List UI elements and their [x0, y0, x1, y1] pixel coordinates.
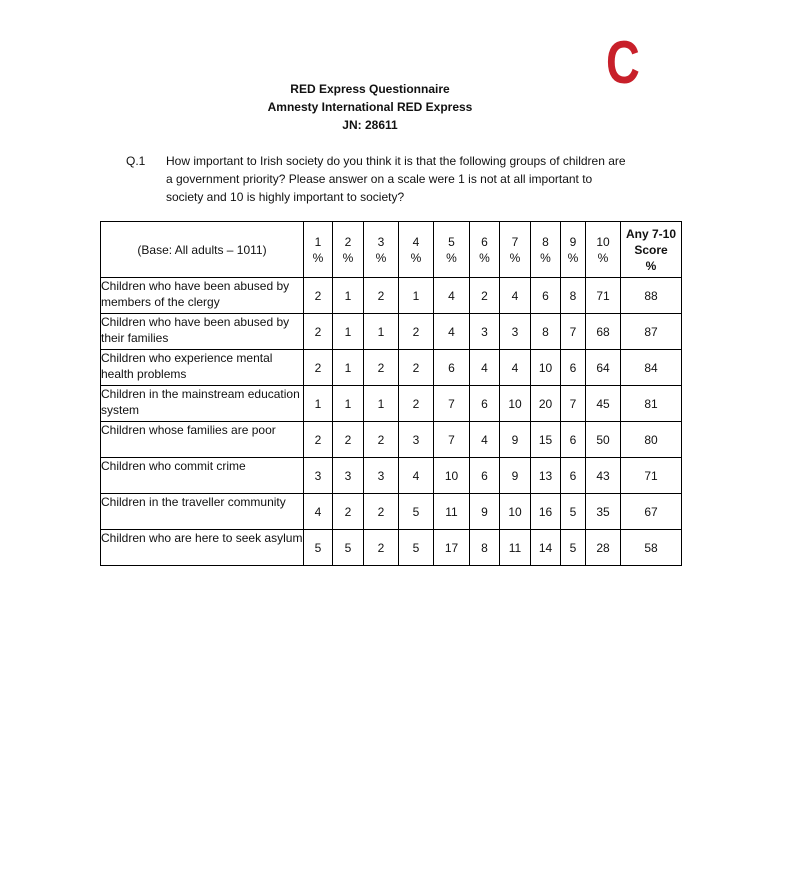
question-number: Q.1 — [126, 154, 146, 168]
scale-header-number: 10 — [596, 234, 610, 249]
cell-value: 2 — [364, 530, 399, 566]
cell-value: 35 — [586, 494, 621, 530]
cell-value: 4 — [500, 350, 531, 386]
table-row — [101, 278, 682, 314]
cell-score: 58 — [621, 530, 682, 566]
question-text: How important to Irish society do you think it is that the following groups of children are a government priority? Please answer on a scale were 1 is not at all important to society and 10 is highly important to society? — [166, 154, 626, 204]
scale-header-number: 2 — [344, 234, 352, 249]
scale-header-number: 3 — [377, 234, 385, 249]
cell-value: 64 — [586, 350, 621, 386]
cell-value: 14 — [531, 530, 561, 566]
cell-value: 10 — [434, 458, 470, 494]
cell-value: 1 — [333, 350, 364, 386]
cell-value: 2 — [304, 314, 333, 350]
cell-value: 11 — [434, 494, 470, 530]
cell-score: 67 — [621, 494, 682, 530]
company-logo: C — [606, 29, 640, 96]
cell-value: 10 — [500, 386, 531, 422]
scale-header-percent: % — [540, 250, 551, 265]
cell-value: 6 — [561, 350, 586, 386]
cell-value: 5 — [399, 494, 434, 530]
cell-value: 7 — [434, 386, 470, 422]
cell-value: 2 — [304, 350, 333, 386]
table-row — [101, 422, 682, 458]
any-header-line1: Any 7-10 — [625, 226, 677, 241]
cell-value: 6 — [434, 350, 470, 386]
cell-value: 2 — [399, 386, 434, 422]
scale-header-number: 4 — [412, 234, 420, 249]
cell-value: 2 — [333, 494, 364, 530]
scale-header-7 — [500, 222, 531, 278]
cell-score: 71 — [621, 458, 682, 494]
scale-header-percent: % — [479, 250, 490, 265]
scale-header-percent: % — [312, 250, 324, 265]
cell-value: 4 — [434, 314, 470, 350]
cell-value: 3 — [399, 422, 434, 458]
scale-header-10 — [586, 222, 621, 278]
cell-value: 2 — [364, 494, 399, 530]
row-label: Children in the traveller community — [101, 494, 304, 530]
cell-value: 1 — [399, 278, 434, 314]
cell-value: 1 — [333, 386, 364, 422]
table-body — [101, 278, 682, 566]
cell-value: 5 — [561, 494, 586, 530]
cell-value: 4 — [399, 458, 434, 494]
cell-score: 80 — [621, 422, 682, 458]
cell-value: 7 — [561, 314, 586, 350]
cell-value: 4 — [434, 278, 470, 314]
cell-value: 2 — [470, 278, 500, 314]
row-label: Children who commit crime — [101, 458, 304, 494]
cell-value: 2 — [364, 422, 399, 458]
scale-header-number: 8 — [542, 234, 549, 249]
cell-value: 10 — [531, 350, 561, 386]
cell-value: 1 — [304, 386, 333, 422]
any-header-line2: Score — [634, 242, 668, 257]
results-table — [100, 221, 682, 566]
cell-value: 2 — [333, 422, 364, 458]
cell-value: 28 — [586, 530, 621, 566]
scale-header-percent: % — [509, 250, 521, 265]
cell-value: 8 — [561, 278, 586, 314]
cell-value: 3 — [470, 314, 500, 350]
table-row — [101, 494, 682, 530]
cell-value: 1 — [364, 386, 399, 422]
table-row — [101, 530, 682, 566]
scale-header-percent: % — [410, 250, 422, 265]
scale-header-percent: % — [567, 250, 579, 265]
title-line-1: RED Express Questionnaire — [290, 82, 450, 96]
cell-value: 17 — [434, 530, 470, 566]
any-7-10-header — [621, 222, 682, 278]
row-label: Children who experience mental health problems — [101, 350, 304, 386]
cell-value: 2 — [364, 350, 399, 386]
cell-value: 16 — [531, 494, 561, 530]
cell-value: 2 — [399, 350, 434, 386]
cell-value: 6 — [470, 458, 500, 494]
scale-header-5 — [434, 222, 470, 278]
scale-header-1 — [304, 222, 333, 278]
cell-score: 84 — [621, 350, 682, 386]
cell-value: 1 — [364, 314, 399, 350]
scale-header-number: 5 — [448, 234, 455, 249]
cell-value: 3 — [500, 314, 531, 350]
scale-header-percent: % — [446, 250, 457, 265]
cell-value: 5 — [561, 530, 586, 566]
cell-value: 1 — [333, 314, 364, 350]
cell-value: 7 — [561, 386, 586, 422]
cell-value: 50 — [586, 422, 621, 458]
cell-value: 4 — [470, 422, 500, 458]
cell-value: 9 — [470, 494, 500, 530]
cell-score: 88 — [621, 278, 682, 314]
cell-value: 1 — [333, 278, 364, 314]
cell-value: 4 — [304, 494, 333, 530]
cell-value: 2 — [304, 278, 333, 314]
row-label: Children who are here to seek asylum — [101, 530, 304, 566]
scale-header-number: 6 — [481, 234, 488, 249]
table-row — [101, 314, 682, 350]
scale-header-percent: % — [597, 250, 609, 265]
scale-header-number: 7 — [511, 234, 519, 249]
cell-value: 7 — [434, 422, 470, 458]
title-line-2: Amnesty International RED Express — [267, 100, 473, 114]
cell-value: 3 — [333, 458, 364, 494]
cell-score: 87 — [621, 314, 682, 350]
row-label: Children in the mainstream education system — [101, 386, 304, 422]
cell-score: 81 — [621, 386, 682, 422]
cell-value: 8 — [470, 530, 500, 566]
scale-header-4 — [399, 222, 434, 278]
table-row — [101, 458, 682, 494]
cell-value: 3 — [304, 458, 333, 494]
scale-header-3 — [364, 222, 399, 278]
cell-value: 45 — [586, 386, 621, 422]
cell-value: 4 — [470, 350, 500, 386]
cell-value: 8 — [531, 314, 561, 350]
cell-value: 5 — [304, 530, 333, 566]
scale-header-8 — [531, 222, 561, 278]
title-line-3: JN: 28611 — [342, 118, 398, 132]
cell-value: 71 — [586, 278, 621, 314]
cell-value: 15 — [531, 422, 561, 458]
scale-header-2 — [333, 222, 364, 278]
cell-value: 9 — [500, 422, 531, 458]
cell-value: 9 — [500, 458, 531, 494]
cell-value: 4 — [500, 278, 531, 314]
cell-value: 43 — [586, 458, 621, 494]
cell-value: 11 — [500, 530, 531, 566]
scale-header-percent: % — [375, 250, 387, 265]
cell-value: 10 — [500, 494, 531, 530]
cell-value: 5 — [399, 530, 434, 566]
base-label: (Base: All adults – 1011) — [101, 222, 304, 278]
cell-value: 2 — [399, 314, 434, 350]
scale-header-number: 1 — [314, 234, 322, 249]
row-label: Children who have been abused by members of the clergy — [101, 278, 304, 314]
cell-value: 6 — [470, 386, 500, 422]
row-label: Children who have been abused by their families — [101, 314, 304, 350]
cell-value: 6 — [561, 422, 586, 458]
scale-header-6 — [470, 222, 500, 278]
table-header-row — [101, 222, 682, 278]
scale-header-percent: % — [342, 250, 354, 265]
row-label: Children whose families are poor — [101, 422, 304, 458]
table-row — [101, 350, 682, 386]
table-row — [101, 386, 682, 422]
cell-value: 13 — [531, 458, 561, 494]
cell-value: 6 — [531, 278, 561, 314]
scale-header-9 — [561, 222, 586, 278]
cell-value: 20 — [531, 386, 561, 422]
cell-value: 2 — [364, 278, 399, 314]
cell-value: 68 — [586, 314, 621, 350]
cell-value: 5 — [333, 530, 364, 566]
cell-value: 2 — [304, 422, 333, 458]
any-header-line3: % — [645, 258, 657, 273]
cell-value: 6 — [561, 458, 586, 494]
cell-value: 3 — [364, 458, 399, 494]
scale-header-number: 9 — [569, 234, 577, 249]
document-title — [0, 80, 740, 134]
